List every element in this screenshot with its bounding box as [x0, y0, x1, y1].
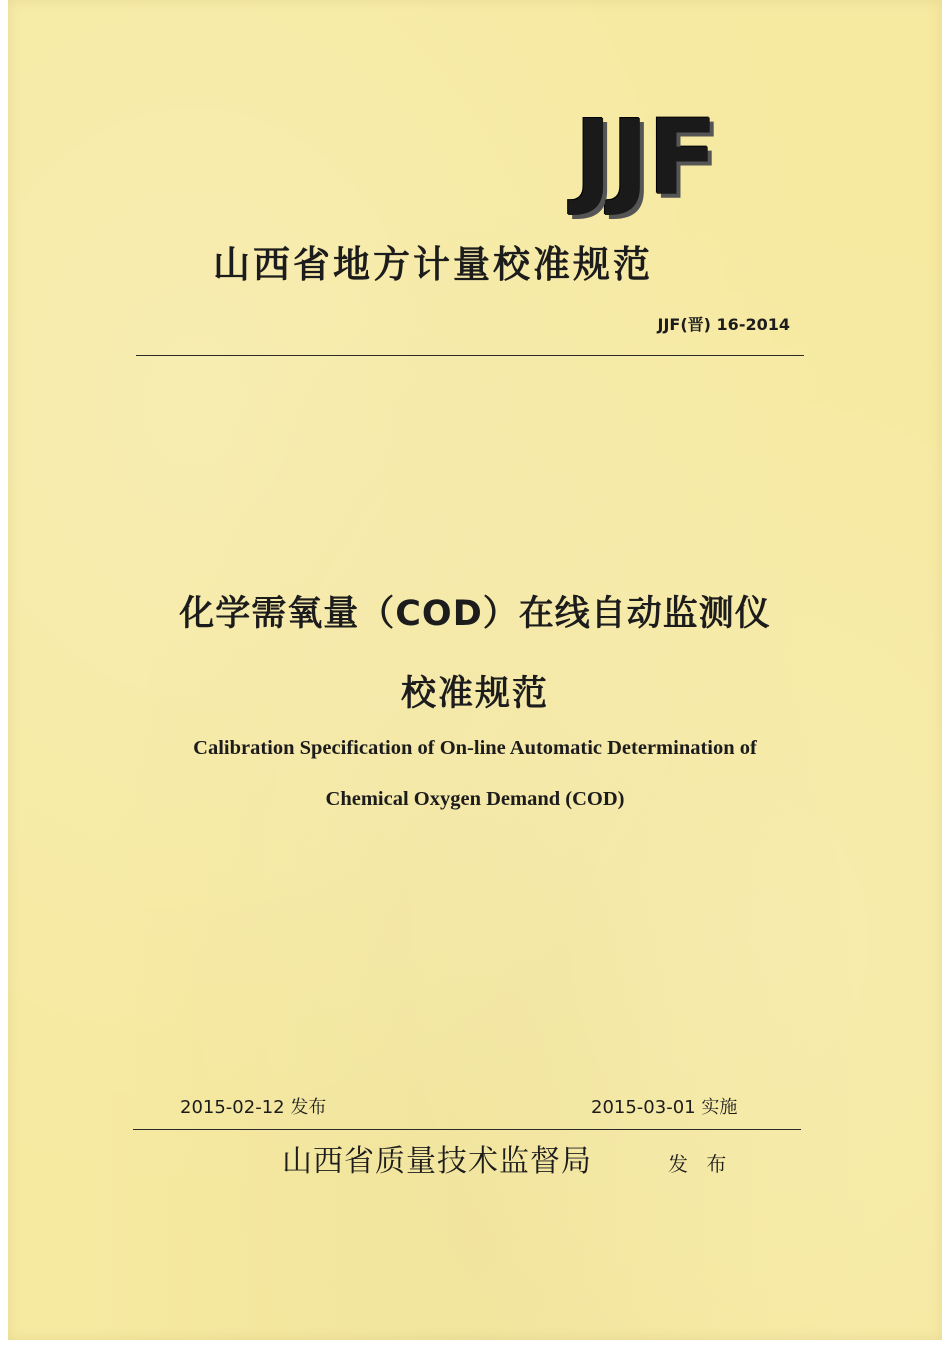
publisher-name: 山西省质量技术监督局 — [282, 1144, 592, 1179]
jjf-logo: JJF — [574, 97, 717, 219]
english-title-line-1: Calibration Specification of On-line Automatic Determination of — [193, 737, 757, 759]
chinese-title-line-2: 校准规范 — [400, 674, 549, 714]
organization-title: 山西省地方计量校准规范 — [213, 243, 653, 286]
bottom-divider — [133, 1129, 801, 1130]
issue-date: 2015-02-12 发布 — [180, 1097, 327, 1118]
chinese-title-line-1: 化学需氧量（COD）在线自动监测仪 — [179, 594, 771, 634]
english-title-line-2: Chemical Oxygen Demand (COD) — [325, 788, 625, 810]
standard-code: JJF(晋) 16-2014 — [657, 315, 790, 334]
publish-label: 发 布 — [668, 1152, 733, 1176]
implementation-date: 2015-03-01 实施 — [591, 1097, 738, 1118]
top-divider — [136, 355, 804, 356]
